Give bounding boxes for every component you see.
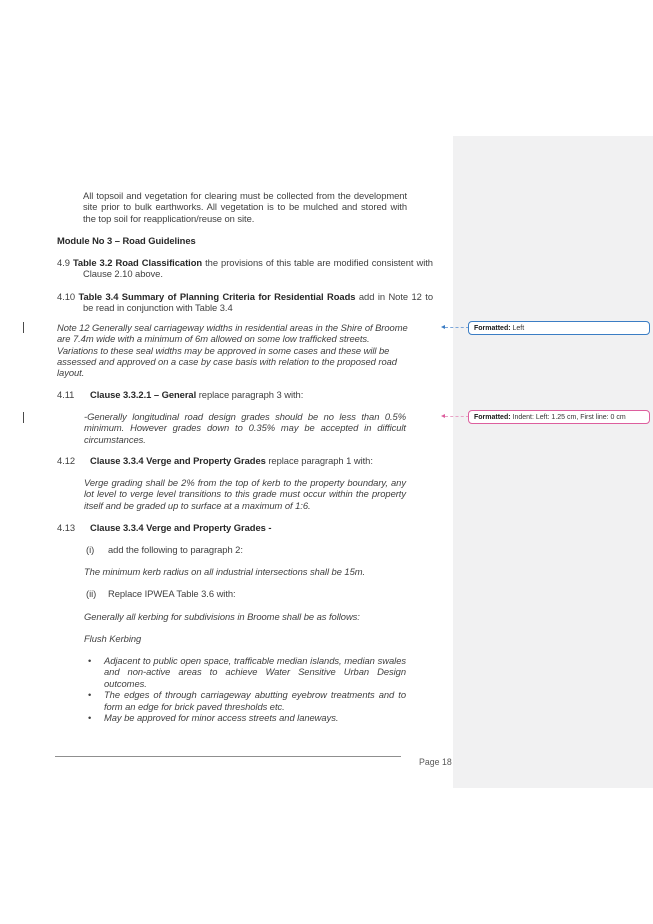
clause-text: the provisions of this table are modified consistent with Clause 2.10 above. bbox=[83, 257, 433, 280]
list-item: • The edges of through carriageway abutting eyebrow treatments and to form an edge for brick paved thresholds etc. bbox=[88, 689, 406, 712]
replacement-paragraph-4-12: Verge grading shall be 2% from the top of kerb to the property boundary, any lot level to verge level transitions to this grade must occur within the property itself and be graded up to surface at a maximum of 1:6. bbox=[84, 477, 406, 511]
sub-item-number: (ii) bbox=[86, 588, 97, 599]
clause-number: 4.9 bbox=[57, 257, 70, 268]
clause-text: replace paragraph 3 with: bbox=[196, 389, 304, 400]
sub-item-text: add the following to paragraph 2: bbox=[108, 544, 243, 555]
change-bar bbox=[23, 412, 24, 423]
clause-title: Clause 3.3.2.1 – General bbox=[90, 389, 197, 400]
callout-label: Formatted: bbox=[474, 324, 511, 332]
callout-label: Formatted: bbox=[474, 413, 511, 421]
bullet-list bbox=[88, 655, 406, 724]
clause-number: 4.12 bbox=[57, 455, 76, 466]
callout-detail: Left bbox=[510, 324, 525, 332]
clause-item-4-10 bbox=[57, 291, 433, 314]
page-number: Page 18 bbox=[419, 757, 452, 767]
clause-item-4-13 bbox=[57, 522, 440, 533]
clause-item-4-11 bbox=[57, 389, 440, 400]
clause-text: add in Note 12 to be read in conjunction with Table 3.4 bbox=[83, 291, 433, 314]
sub-item-ii bbox=[86, 588, 428, 599]
formatted-indent-callout[interactable] bbox=[468, 410, 650, 424]
clause-number: 4.13 bbox=[57, 522, 76, 533]
clause-number: 4.11 bbox=[57, 389, 75, 400]
footer-rule bbox=[55, 756, 401, 757]
clause-title: Clause 3.3.4 Verge and Property Grades bbox=[90, 455, 266, 466]
module-heading: Module No 3 – Road Guidelines bbox=[57, 235, 196, 246]
replacement-paragraph-4-11: -Generally longitudinal road design grades should be no less than 0.5% minimum. However grades down to 0.35% may be accepted in difficult circumstances. bbox=[84, 411, 406, 445]
callout-leader-line bbox=[445, 327, 469, 328]
clause-text: replace paragraph 1 with: bbox=[265, 455, 373, 466]
formatted-left-callout[interactable] bbox=[468, 321, 650, 335]
clause-item-4-12 bbox=[57, 455, 440, 466]
kerbing-intro-paragraph: Generally all kerbing for subdivisions in Broome shall be as follows: bbox=[84, 611, 360, 622]
list-item: • Adjacent to public open space, trafficable median islands, median swales and non-active areas to achieve Water Sensitive Urban Design outcomes. bbox=[88, 655, 406, 689]
change-bar bbox=[23, 322, 24, 333]
kerb-radius-paragraph: The minimum kerb radius on all industrial intersections shall be 15m. bbox=[84, 566, 366, 577]
sub-item-i bbox=[86, 544, 428, 555]
sub-item-text: Replace IPWEA Table 3.6 with: bbox=[108, 588, 236, 599]
intro-paragraph: All topsoil and vegetation for clearing must be collected from the development site prior to bulk earthworks. All vegetation is to be mulched and stored with the top soil for reapplication/reuse on site. bbox=[83, 190, 407, 224]
clause-item-4-9 bbox=[57, 257, 433, 280]
sub-item-number: (i) bbox=[86, 544, 95, 555]
callout-leader-line bbox=[445, 416, 469, 417]
list-item: • May be approved for minor access streets and laneways. bbox=[88, 712, 406, 723]
note-12-paragraph: Note 12 Generally seal carriageway widths in residential areas in the Shire of Broome are 7.4m wide with a minimum of 6m allowed on some low trafficked streets. Variations to these seal widths may be approved in some cases and these will be assessed and approved on a case by case basis with relation to the proposed road layout. bbox=[57, 322, 408, 379]
clause-title: Table 3.4 Summary of Planning Criteria for Residential Roads bbox=[78, 291, 356, 302]
clause-number: 4.10 bbox=[57, 291, 76, 302]
clause-title: Clause 3.3.4 Verge and Property Grades - bbox=[90, 522, 272, 533]
flush-kerbing-heading: Flush Kerbing bbox=[84, 633, 142, 644]
callout-detail: Indent: Left: 1.25 cm, First line: 0 cm bbox=[510, 413, 626, 421]
review-pane-background bbox=[453, 136, 653, 788]
clause-title: Table 3.2 Road Classification bbox=[72, 257, 203, 268]
